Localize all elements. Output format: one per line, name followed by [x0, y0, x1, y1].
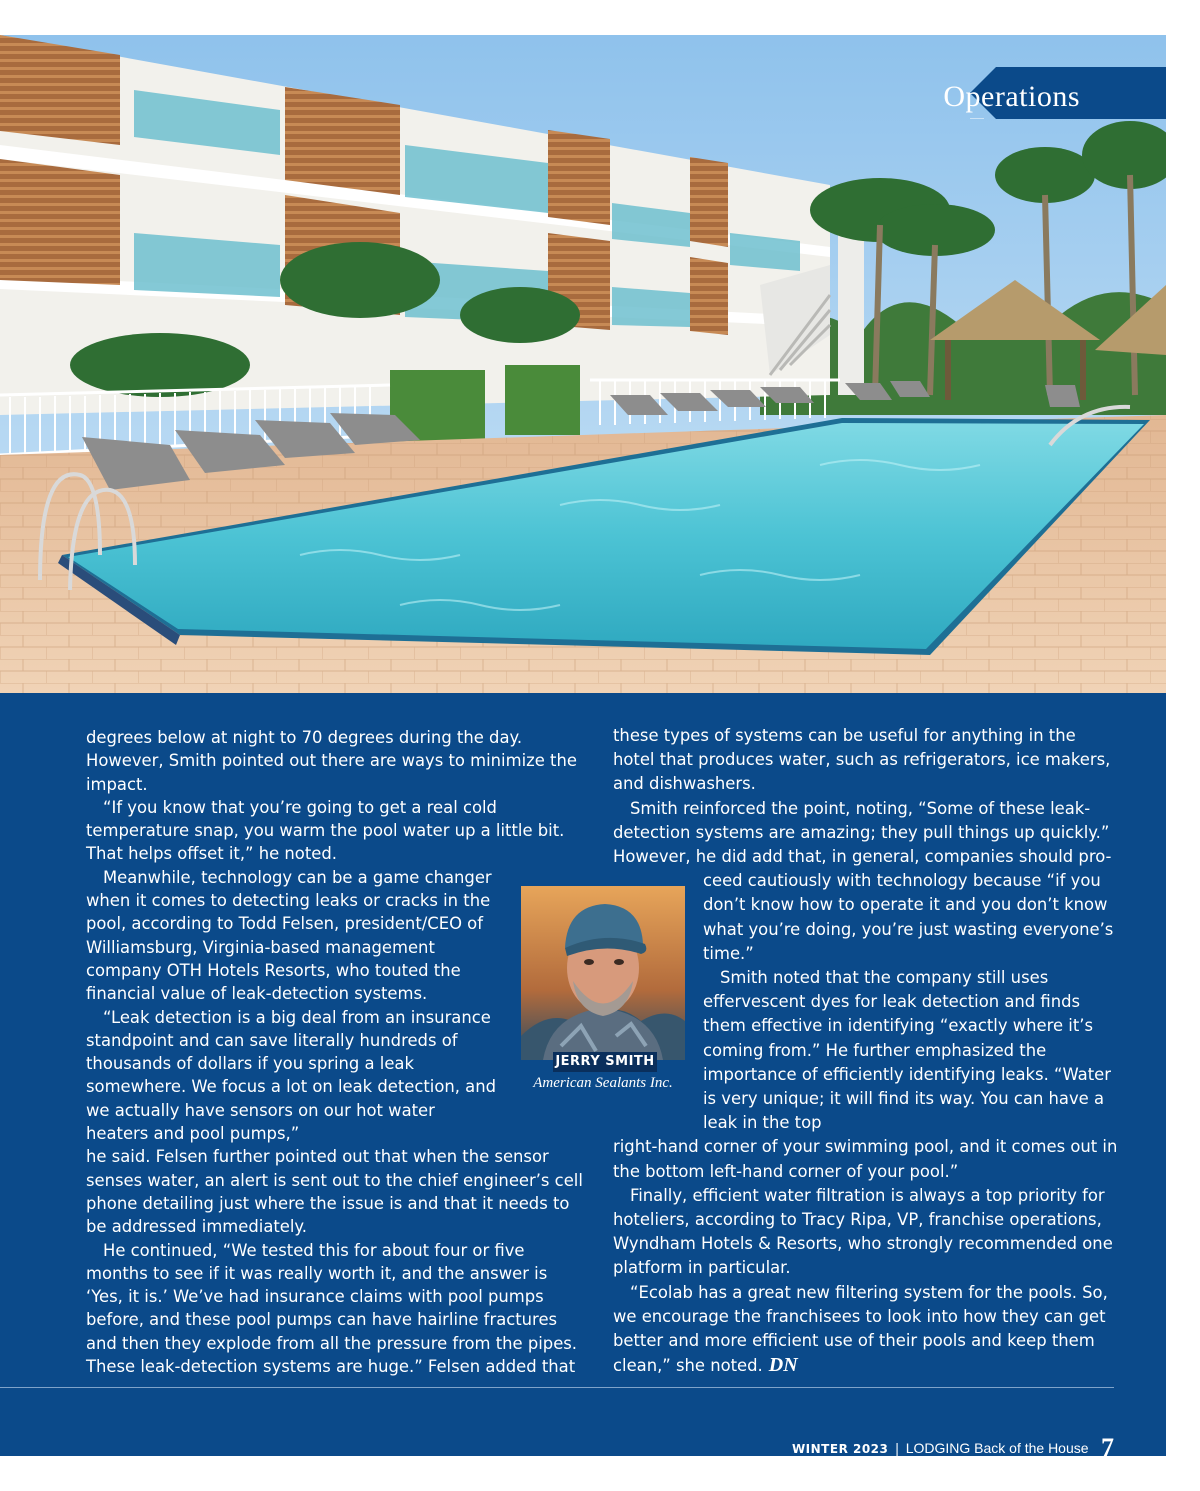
- paragraph: “If you know that you’re going to get a real cold temperature snap, you warm the pool water up a little bit. That helps offset it,” he noted.: [86, 797, 565, 864]
- paragraph: He continued, “We tested this for about four or five months to see if it was really worth it, and the answer is ‘Yes, it is.’ We’ve had insurance claims with pool pumps before, and these pool pumps can have hairline fractures and then they explode from all the pressure from the pipes. These leak-detection systems are huge.” Felsen added that: [86, 1240, 578, 1377]
- portrait-caption-organization: American Sealants Inc.: [533, 1075, 673, 1091]
- paragraph: he said. Felsen further pointed out that when the sensor senses water, an alert is sent out to the chief engineer’s cell phone detailing just where the issue is and that it needs to be addressed immediately.: [86, 1147, 583, 1237]
- page-number: 7: [1101, 1433, 1114, 1456]
- paragraph: Smith noted that the company still uses effervescent dyes for leak detection and finds them effective in identifying “exactly where it’s coming from.” He further emphasized the importance of efficiently identifying leaks. “Water is very unique; it will find its way. You can have a leak in the top: [703, 968, 1111, 1133]
- paragraph: “Leak detection is a big deal from an insurance standpoint and can save literally hundreds of thousands of dollars if you spring a leak somewhere. We focus a lot on leak detection, and we actually have sensors on our hot water heaters and pool pumps,”: [86, 1007, 497, 1144]
- section-label: Operations: [943, 80, 1080, 113]
- hotel-pool-photo: [0, 35, 1166, 693]
- footer-publication: LODGING Back of the House: [905, 1440, 1089, 1456]
- paragraph: Finally, efficient water filtration is always a top priority for hoteliers, according to Tracy Ripa, VP, franchise operations, Wyndham Hotels & Resorts, who strongly recommended one platform in particular.: [613, 1185, 1113, 1278]
- article-left-column: [86, 726, 586, 1378]
- article-right-column: [613, 724, 1118, 1378]
- paragraph: degrees below at night to 70 degrees during the day. However, Smith pointed out there are ways to minimize the impact.: [86, 728, 577, 794]
- footer-divider: [0, 1387, 1114, 1388]
- paragraph: right-hand corner of your swimming pool, and it comes out in the bottom left-hand corner of your pool.”: [613, 1137, 1118, 1181]
- page-footer: [792, 1433, 1114, 1456]
- paragraph: ceed cautiously with technology because “if you don’t know how to operate it and you don’t know what you’re doing, you’re just wasting everyone’s time.”: [703, 871, 1114, 963]
- footer-separator: |: [894, 1442, 900, 1456]
- paragraph: Smith reinforced the point, noting, “Some of these leak-detection systems are amazing; they pull things up quickly.” However, he did add that, in general, companies should pro-: [613, 798, 1112, 867]
- end-mark: DN: [768, 1354, 798, 1377]
- paragraph: these types of systems can be useful for anything in the hotel that produces water, such as refrigerators, ice makers, and dishwashers.: [613, 726, 1111, 794]
- magazine-page: [0, 35, 1166, 1456]
- paragraph: Meanwhile, technology can be a game changer when it comes to detecting leaks or cracks in the pool, according to Todd Felsen, president/CEO of Williamsburg, Virginia-based management company OTH Hotels Resorts, who touted the financial value of leak-detection systems.: [86, 867, 492, 1004]
- paragraph: “Ecolab has a great new filtering system for the pools. So, we encourage the franchisees to look into how they can get better and more efficient use of their pools and keep them clean,” she noted.: [613, 1282, 1108, 1376]
- portrait-caption-name: JERRY SMITH: [553, 1052, 657, 1072]
- footer-issue: WINTER 2023: [791, 1442, 889, 1456]
